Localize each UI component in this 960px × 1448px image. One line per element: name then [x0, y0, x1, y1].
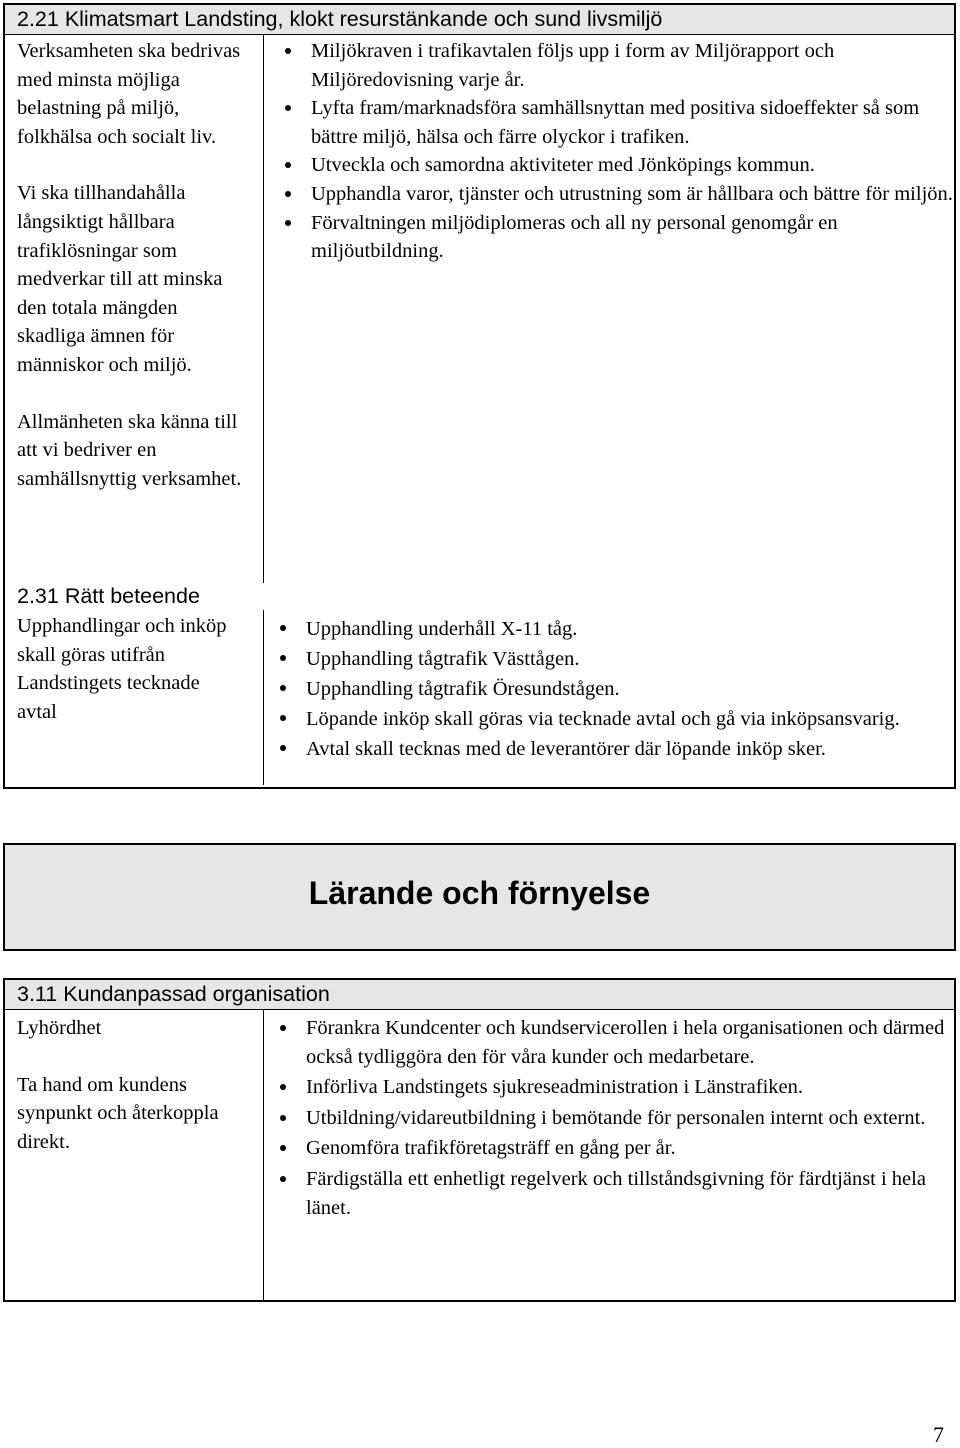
list-item: Förvaltningen miljödiplomeras och all ny personal genomgår en miljöutbildning.	[311, 209, 954, 266]
table-header-climate: 2.21 Klimatsmart Landsting, klokt resurstänkande och sund livsmiljö	[5, 5, 954, 35]
behaviour-paragraph: Upphandlingar och inköp skall göras utifrån Landstingets tecknade avtal	[17, 615, 227, 723]
goal-description-cell	[5, 35, 264, 583]
list-item: Löpande inköp skall göras via tecknade avtal och gå via inköpsansvarig.	[306, 704, 954, 734]
table-row-customer	[5, 1010, 954, 1300]
customer-actions-cell	[264, 1010, 954, 1300]
list-item: Upphandla varor, tjänster och utrustning som är hållbara och bättre för miljön.	[311, 180, 954, 209]
list-item: Upphandling tågtrafik Västtågen.	[306, 644, 954, 674]
procurement-list	[306, 614, 954, 764]
section-heading-box	[3, 843, 956, 951]
climate-goals-table	[3, 3, 956, 789]
section-title: Lärande och förnyelse	[308, 875, 651, 911]
customer-paragraph: Ta hand om kundens synpunkt och återkoppla direkt.	[17, 1073, 219, 1153]
list-item: Upphandling underhåll X-11 tåg.	[306, 614, 954, 644]
procurement-cell	[264, 610, 954, 785]
customer-description-cell	[5, 1010, 264, 1300]
subheader-right-behaviour: 2.31 Rätt beteende	[17, 584, 200, 608]
table-row-behaviour	[5, 610, 954, 785]
goal-paragraph: Allmänheten ska känna till att vi bedriver en samhällsnyttig verksamhet.	[17, 410, 242, 490]
customer-paragraph: Lyhördhet	[17, 1017, 102, 1039]
customer-actions-list	[306, 1014, 954, 1222]
list-item: Lyfta fram/marknadsföra samhällsnyttan med positiva sidoeffekter så som bättre miljö, hälsa och färre olyckor i trafiken.	[311, 94, 954, 151]
list-item: Införliva Landstingets sjukreseadministration i Länstrafiken.	[306, 1073, 954, 1102]
list-item: Förankra Kundcenter och kundservicerollen i hela organisationen och därmed också tydliggöra den för våra kunder och medarbetare.	[306, 1014, 954, 1071]
actions-cell	[264, 35, 954, 583]
customer-organisation-table	[3, 978, 956, 1302]
list-item: Upphandling tågtrafik Öresundstågen.	[306, 674, 954, 704]
page-number: 7	[933, 1422, 944, 1447]
list-item: Miljökraven i trafikavtalen följs upp i form av Miljörapport och Miljöredovisning varje år.	[311, 37, 954, 94]
list-item: Utbildning/vidareutbildning i bemötande för personalen internt och externt.	[306, 1104, 954, 1133]
behaviour-description-cell	[5, 610, 264, 785]
goal-paragraph: Vi ska tillhandahålla långsiktigt hållbara trafiklösningar som medverkar till att minska den totala mängden skadliga ämnen för människor och miljö.	[17, 182, 223, 376]
list-item: Utveckla och samordna aktiviteter med Jönköpings kommun.	[311, 151, 954, 180]
table-row-climate	[5, 35, 954, 583]
list-item: Genomföra trafikföretagsträff en gång per år.	[306, 1134, 954, 1163]
table-header-customer: 3.11 Kundanpassad organisation	[5, 980, 954, 1010]
goal-paragraph: Verksamheten ska bedrivas med minsta möjliga belastning på miljö, folkhälsa och socialt liv.	[17, 40, 241, 148]
list-item: Färdigställa ett enhetligt regelverk och tillståndsgivning för färdtjänst i hela länet.	[306, 1165, 954, 1222]
actions-list	[311, 37, 954, 266]
list-item: Avtal skall tecknas med de leverantörer där löpande inköp sker.	[306, 734, 954, 764]
